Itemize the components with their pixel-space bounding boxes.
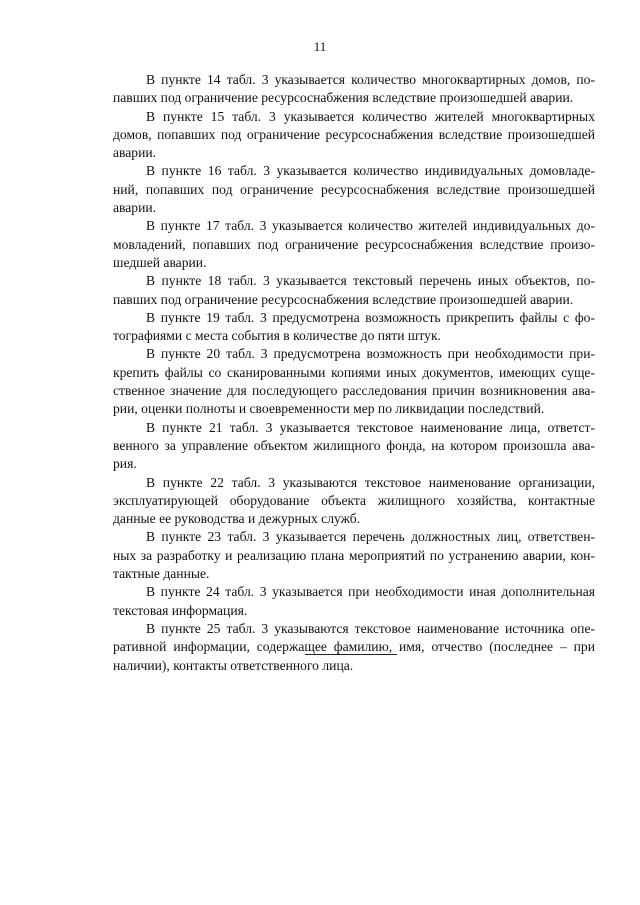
- text-line: В пункте 20 табл. 3 предусмотрена возможность при необходимости при-: [146, 346, 595, 362]
- text-line: наличии), контакты ответственного лица.: [113, 657, 354, 673]
- paragraph-item-17: [113, 217, 595, 272]
- text-line: павших под ограничение ресурсоснабжения вследствие произошедшей аварии.: [113, 90, 574, 106]
- text-line: шедшей аварии.: [113, 254, 207, 270]
- paragraph-item-25: [113, 620, 595, 675]
- text-line: В пункте 14 табл. 3 указывается количество многоквартирных домов, по-: [146, 72, 595, 87]
- text-line: ративной информации, содержащее фамилию, имя, отчество (последнее – при: [113, 639, 595, 655]
- text-line: текстовая информация.: [113, 602, 248, 618]
- text-line: эксплуатирующей оборудование объекта жилищного хозяйства, контактные: [113, 492, 595, 508]
- text-line: В пункте 25 табл. 3 указываются текстовое наименование источника опе-: [146, 620, 595, 636]
- text-line: павших под ограничение ресурсоснабжения вследствие произошедшей аварии.: [113, 291, 574, 307]
- paragraph-item-15: [113, 108, 595, 163]
- paragraph-item-19: [113, 309, 595, 346]
- text-line: ний, попавших под ограничение ресурсоснабжения вследствие произошедшей: [113, 181, 595, 197]
- paragraph-item-22: [113, 474, 595, 529]
- paragraph-item-23: [113, 528, 595, 583]
- text-line: В пункте 16 табл. 3 указывается количество индивидуальных домовладе-: [146, 163, 595, 179]
- text-line: тактные данные.: [113, 566, 210, 582]
- paragraph-item-18: [113, 272, 595, 309]
- text-line: В пункте 17 табл. 3 указывается количество жителей индивидуальных до-: [146, 218, 595, 234]
- end-of-document-rule: [305, 654, 397, 655]
- text-line: В пункте 23 табл. 3 указывается перечень должностных лиц, ответствен-: [146, 529, 595, 545]
- text-line: тографиями с места события в количестве до пяти штук.: [113, 328, 441, 344]
- text-line: аварии.: [113, 145, 157, 161]
- text-line: В пункте 24 табл. 3 указывается при необходимости иная дополнительная: [146, 584, 595, 600]
- text-line: В пункте 15 табл. 3 указывается количество жителей многоквартирных: [146, 108, 595, 124]
- text-line: домов, попавших под ограничение ресурсоснабжения вследствие произошедшей: [113, 126, 595, 142]
- text-line: аварии.: [113, 200, 157, 216]
- paragraph-item-24: [113, 583, 595, 620]
- text-line: В пункте 18 табл. 3 указывается текстовый перечень иных объектов, по-: [146, 273, 595, 289]
- text-line: рия.: [113, 456, 137, 472]
- text-line: В пункте 22 табл. 3 указываются текстовое наименование организации,: [146, 474, 595, 490]
- text-line: В пункте 21 табл. 3 указывается текстовое наименование лица, ответст-: [146, 419, 595, 435]
- text-line: рии, оценки полноты и своевременности мер по ликвидации последствий.: [113, 401, 545, 417]
- text-line: В пункте 19 табл. 3 предусмотрена возможность прикрепить файлы с фо-: [146, 309, 595, 325]
- text-line: ных за разработку и реализацию плана мероприятий по устранению аварии, кон-: [113, 547, 595, 563]
- text-line: ственное значение для последующего расследования причин возникновения ава-: [113, 383, 595, 399]
- paragraph-item-20: [113, 345, 595, 418]
- text-line: крепить файлы со сканированными копиями иных документов, имеющих суще-: [113, 364, 595, 380]
- paragraph-item-16: [113, 162, 595, 217]
- text-line: мовладений, попавших под ограничение ресурсоснабжения вследствие произо-: [113, 236, 595, 252]
- text-line: данные ее руководства и дежурных служб.: [113, 511, 361, 527]
- paragraph-item-14: [113, 71, 595, 108]
- paragraph-item-21: [113, 419, 595, 474]
- document-body: [113, 71, 595, 675]
- text-line: венного за управление объектом жилищного фонда, на котором произошла ава-: [113, 437, 595, 453]
- page-number: 11: [313, 39, 327, 54]
